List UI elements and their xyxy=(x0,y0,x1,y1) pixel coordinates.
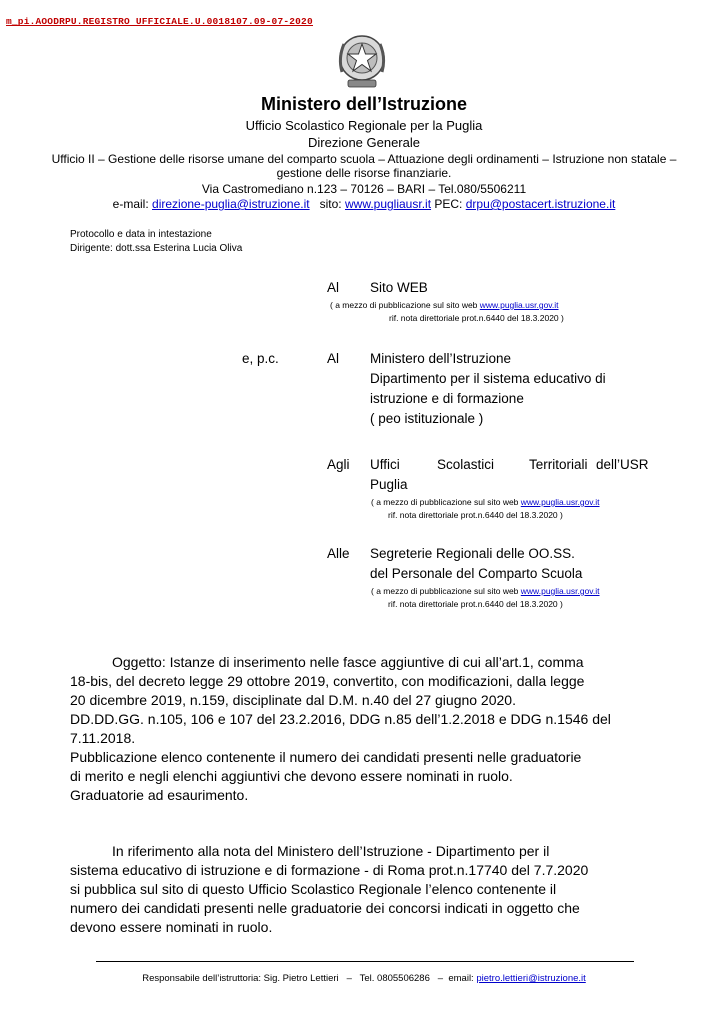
subject-line: 20 dicembre 2019, n.159, disciplinate dal D.M. n.40 del 27 giugno 2020. xyxy=(70,692,516,708)
republic-emblem-icon xyxy=(334,28,390,94)
protocol-stamp: m_pi.AOODRPU.REGISTRO UFFICIALE.U.0018107.09-07-2020 xyxy=(6,16,313,27)
address-line: Via Castromediano n.123 – 70126 – BARI – Tel.080/5506211 xyxy=(201,182,527,196)
recipient-note: ( a mezzo di pubblicazione sul sito web www.puglia.usr.gov.it xyxy=(330,300,559,310)
body-line: In riferimento alla nota del Ministero dell’Istruzione - Dipartimento per il xyxy=(112,843,550,859)
subject-line: Oggetto: Istanze di inserimento nelle fasce aggiuntive di cui all’art.1, comma xyxy=(112,654,584,670)
footer-email-link[interactable]: pietro.lettieri@istruzione.it xyxy=(476,973,586,984)
epc-label: e, p.c. xyxy=(242,351,279,366)
body-line: si pubblica sul sito di questo Ufficio Scolastico Regionale l’elenco contenente il xyxy=(70,881,557,897)
subject-line: DD.DD.GG. n.105, 106 e 107 del 23.2.2016, DDG n.85 dell’1.2.2018 e DDG n.1546 del xyxy=(70,711,611,727)
recipient-prefix: Agli xyxy=(327,457,350,472)
dirigente: Dirigente: dott.ssa Esterina Lucia Oliva xyxy=(70,243,243,254)
recipient-line: ( peo istituzionale ) xyxy=(370,411,484,426)
recipient-note-ref: rif. nota direttoriale prot.n.6440 del 18.3.2020 ) xyxy=(388,510,563,520)
recipient-line: del Personale del Comparto Scuola xyxy=(370,566,583,581)
recipient-line: istruzione e di formazione xyxy=(370,391,524,406)
recipient-note-ref: rif. nota direttoriale prot.n.6440 del 18.3.2020 ) xyxy=(388,599,563,609)
regional-office: Ufficio Scolastico Regionale per la Puglia xyxy=(245,118,483,133)
subject-line: 18-bis, del decreto legge 29 ottobre 2019, convertito, con modificazioni, dalla legge xyxy=(70,673,585,689)
ministry-title: Ministero dell’Istruzione xyxy=(260,94,468,114)
puglia-usr-link[interactable]: www.puglia.usr.gov.it xyxy=(520,497,600,507)
recipient-name: Sito WEB xyxy=(370,280,428,295)
body-line: numero dei candidati presenti nelle graduatorie dei concorsi indicati in oggetto che xyxy=(70,900,580,916)
body-line: sistema educativo di istruzione e di formazione - di Roma prot.n.17740 del 7.7.2020 xyxy=(70,862,589,878)
pec-link[interactable]: drpu@postacert.istruzione.it xyxy=(465,197,616,211)
subject-line: Graduatorie ad esaurimento. xyxy=(70,787,249,803)
direction: Direzione Generale xyxy=(307,135,420,150)
recipient-line: Ministero dell’Istruzione xyxy=(370,351,512,366)
site-link[interactable]: www.pugliausr.it xyxy=(344,197,432,211)
recipient-line: Scolastici xyxy=(437,457,495,472)
email-link[interactable]: direzione-puglia@istruzione.it xyxy=(152,197,310,211)
recipient-line: Dipartimento per il sistema educativo di xyxy=(370,371,606,386)
recipient-note: ( a mezzo di pubblicazione sul sito web www.puglia.usr.gov.it xyxy=(371,497,600,507)
recipient-line: Segreterie Regionali delle OO.SS. xyxy=(370,546,575,561)
recipient-line: dell’USR xyxy=(596,457,649,472)
subject-line: di merito e negli elenchi aggiuntivi che devono essere nominati in ruolo. xyxy=(70,768,513,784)
recipient-prefix: Al xyxy=(327,351,340,366)
puglia-usr-link[interactable]: www.puglia.usr.gov.it xyxy=(479,300,559,310)
footer-divider xyxy=(96,961,634,962)
recipient-line: Territoriali xyxy=(529,457,588,472)
protocol-note: Protocollo e data in intestazione xyxy=(70,229,212,240)
recipient-line: Uffici xyxy=(370,457,400,472)
recipient-line: Puglia xyxy=(370,477,408,492)
body-line: devono essere nominati in ruolo. xyxy=(70,919,273,935)
recipient-note: ( a mezzo di pubblicazione sul sito web www.puglia.usr.gov.it xyxy=(371,586,600,596)
subject-line: Pubblicazione elenco contenente il numero dei candidati presenti nelle graduatorie xyxy=(70,749,582,765)
recipient-prefix: Al xyxy=(327,280,340,295)
puglia-usr-link[interactable]: www.puglia.usr.gov.it xyxy=(520,586,600,596)
ufficio-description: Ufficio II – Gestione delle risorse umane del comparto scuola – Attuazione degli ordinamenti – Istruzione non statale – gestione delle risorse finanziarie. xyxy=(51,152,677,180)
contacts-line: e-mail: direzione-puglia@istruzione.it sito: www.pugliausr.it PEC: drpu@postacert.istruzione.it xyxy=(112,197,616,211)
footer: Responsabile dell’istruttoria: Sig. Pietro Lettieri – Tel. 0805506286 – email: pietro.lettieri@istruzione.it xyxy=(142,973,586,984)
recipient-prefix: Alle xyxy=(327,546,350,561)
recipient-note-ref: rif. nota direttoriale prot.n.6440 del 18.3.2020 ) xyxy=(389,313,564,323)
subject-line: 7.11.2018. xyxy=(70,730,136,746)
